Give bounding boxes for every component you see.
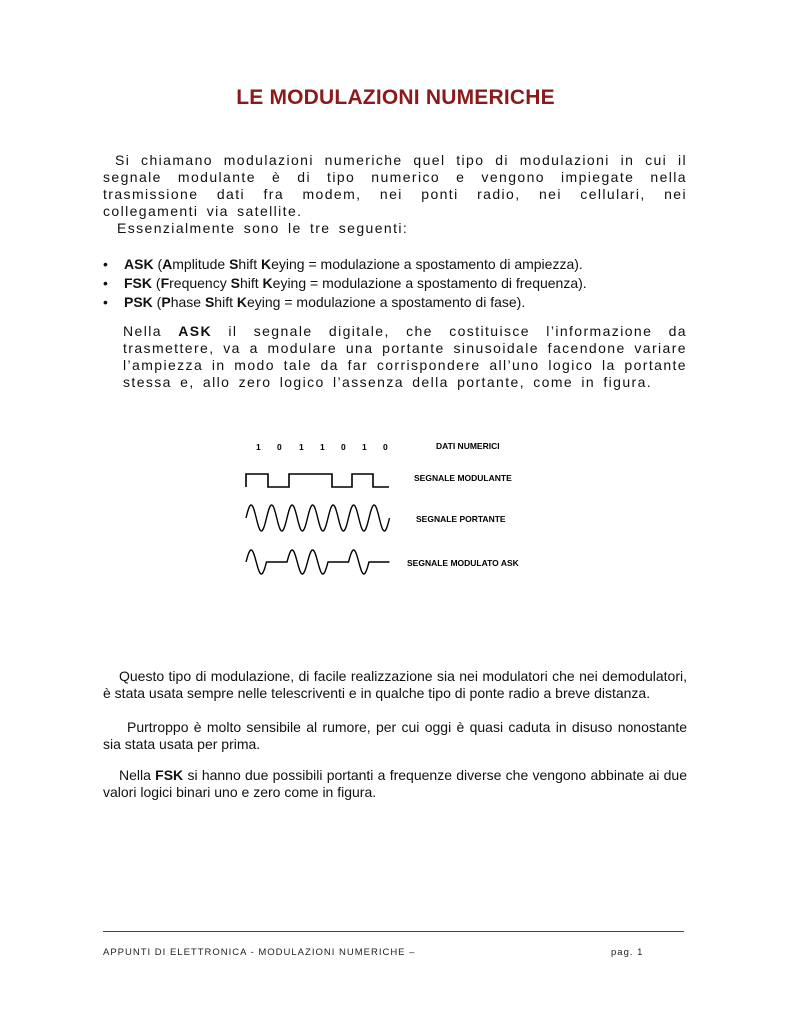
initial: K bbox=[260, 256, 272, 272]
ask-diagram bbox=[236, 432, 548, 588]
initial: F bbox=[160, 275, 170, 291]
text: hift bbox=[238, 256, 261, 272]
paragraph-ask-noise: Purtroppo è molto sensibile al rumore, per cui oggi è quasi caduta in disuso nonostante sia stata usata per prima. bbox=[103, 719, 687, 752]
initial: K bbox=[236, 294, 247, 310]
modulated-signal bbox=[246, 550, 390, 574]
initial: S bbox=[230, 275, 240, 291]
text: Nella bbox=[123, 323, 179, 339]
ask-paragraph-text bbox=[123, 323, 687, 391]
bits-row bbox=[256, 442, 388, 452]
text: hift bbox=[239, 275, 263, 291]
bit-label: 1 bbox=[256, 442, 261, 452]
initial: S bbox=[229, 256, 239, 272]
modulation-list bbox=[103, 255, 703, 312]
modulating-signal bbox=[246, 474, 389, 487]
ask-term: ASK bbox=[178, 323, 213, 339]
label-carrier: SEGNALE PORTANTE bbox=[416, 514, 506, 524]
text: requency bbox=[169, 275, 231, 291]
bullet: • bbox=[103, 256, 108, 272]
bit-label: 0 bbox=[383, 442, 388, 452]
fsk-term: FSK bbox=[155, 767, 184, 783]
bit-label: 0 bbox=[277, 442, 282, 452]
paragraph-fsk bbox=[103, 767, 687, 801]
text: eying = modulazione a spostamento di ampiezza). bbox=[271, 256, 583, 272]
text: mplitude bbox=[172, 256, 230, 272]
bullet: • bbox=[103, 294, 108, 310]
label-modulating: SEGNALE MODULANTE bbox=[414, 473, 512, 483]
bit-label: 1 bbox=[299, 442, 304, 452]
label-data: DATI NUMERICI bbox=[436, 441, 500, 451]
initial: A bbox=[162, 256, 173, 272]
list-item-fsk bbox=[103, 274, 703, 293]
abbr: ASK bbox=[124, 256, 154, 272]
ask-paragraph bbox=[123, 323, 687, 391]
text: ( bbox=[152, 294, 162, 310]
page-title: LE MODULAZIONI NUMERICHE bbox=[236, 86, 555, 109]
abbr: PSK bbox=[124, 294, 153, 310]
footer-title: APPUNTI DI ELETTRONICA - MODULAZIONI NUMERICHE – bbox=[103, 947, 416, 958]
initial: P bbox=[161, 294, 171, 310]
abbr: FSK bbox=[124, 275, 152, 291]
bit-label: 0 bbox=[341, 442, 346, 452]
text: hase bbox=[170, 294, 205, 310]
bit-label: 1 bbox=[362, 442, 367, 452]
bullet: • bbox=[103, 275, 108, 291]
initial: K bbox=[262, 275, 273, 291]
intro-section bbox=[103, 152, 687, 237]
text: Nella bbox=[119, 767, 156, 783]
intro-paragraph: Si chiamano modulazioni numeriche quel tipo di modulazioni in cui il segnale modulante è di tipo numerico e vengono impiegate nella trasmissione dati fra modem, nei ponti radio, nei cellulari, nei collegamenti via satellite. bbox=[103, 152, 687, 219]
initial: S bbox=[204, 294, 215, 310]
ask-figure bbox=[236, 432, 548, 588]
text: ( bbox=[152, 275, 161, 291]
carrier-signal bbox=[246, 505, 390, 531]
text: eying = modulazione a spostamento di fase). bbox=[247, 294, 526, 310]
footer-divider bbox=[103, 931, 684, 932]
text: hift bbox=[214, 294, 237, 310]
bit-label: 1 bbox=[320, 442, 325, 452]
text: ( bbox=[153, 256, 163, 272]
list-item-psk bbox=[103, 293, 703, 312]
label-modulated: SEGNALE MODULATO ASK bbox=[407, 558, 519, 568]
text: si hanno due possibili portanti a frequenze diverse che vengono abbinate ai due valori logici binari uno e zero come in figura. bbox=[103, 767, 687, 800]
text: eying = modulazione a spostamento di frequenza). bbox=[272, 275, 587, 291]
intro-subtitle: Essenzialmente sono le tre seguenti: bbox=[117, 220, 409, 236]
paragraph-ask-usage: Questo tipo di modulazione, di facile realizzazione sia nei modulatori che nei demodulatori, è stata usata sempre nelle telescriventi e in qualche tipo di ponte radio a breve distanza. bbox=[103, 668, 687, 701]
page-number: pag. 1 bbox=[611, 947, 644, 958]
list-item-ask bbox=[103, 255, 703, 274]
text: il segnale digitale, che costituisce l’informazione da trasmettere, va a modulare una portante sinusoidale facendone variare l’ampiezza in modo tale da far corrispondere all’uno logico la portante stessa e, allo zero logico l’assenza della portante, come in figura. bbox=[123, 323, 687, 390]
